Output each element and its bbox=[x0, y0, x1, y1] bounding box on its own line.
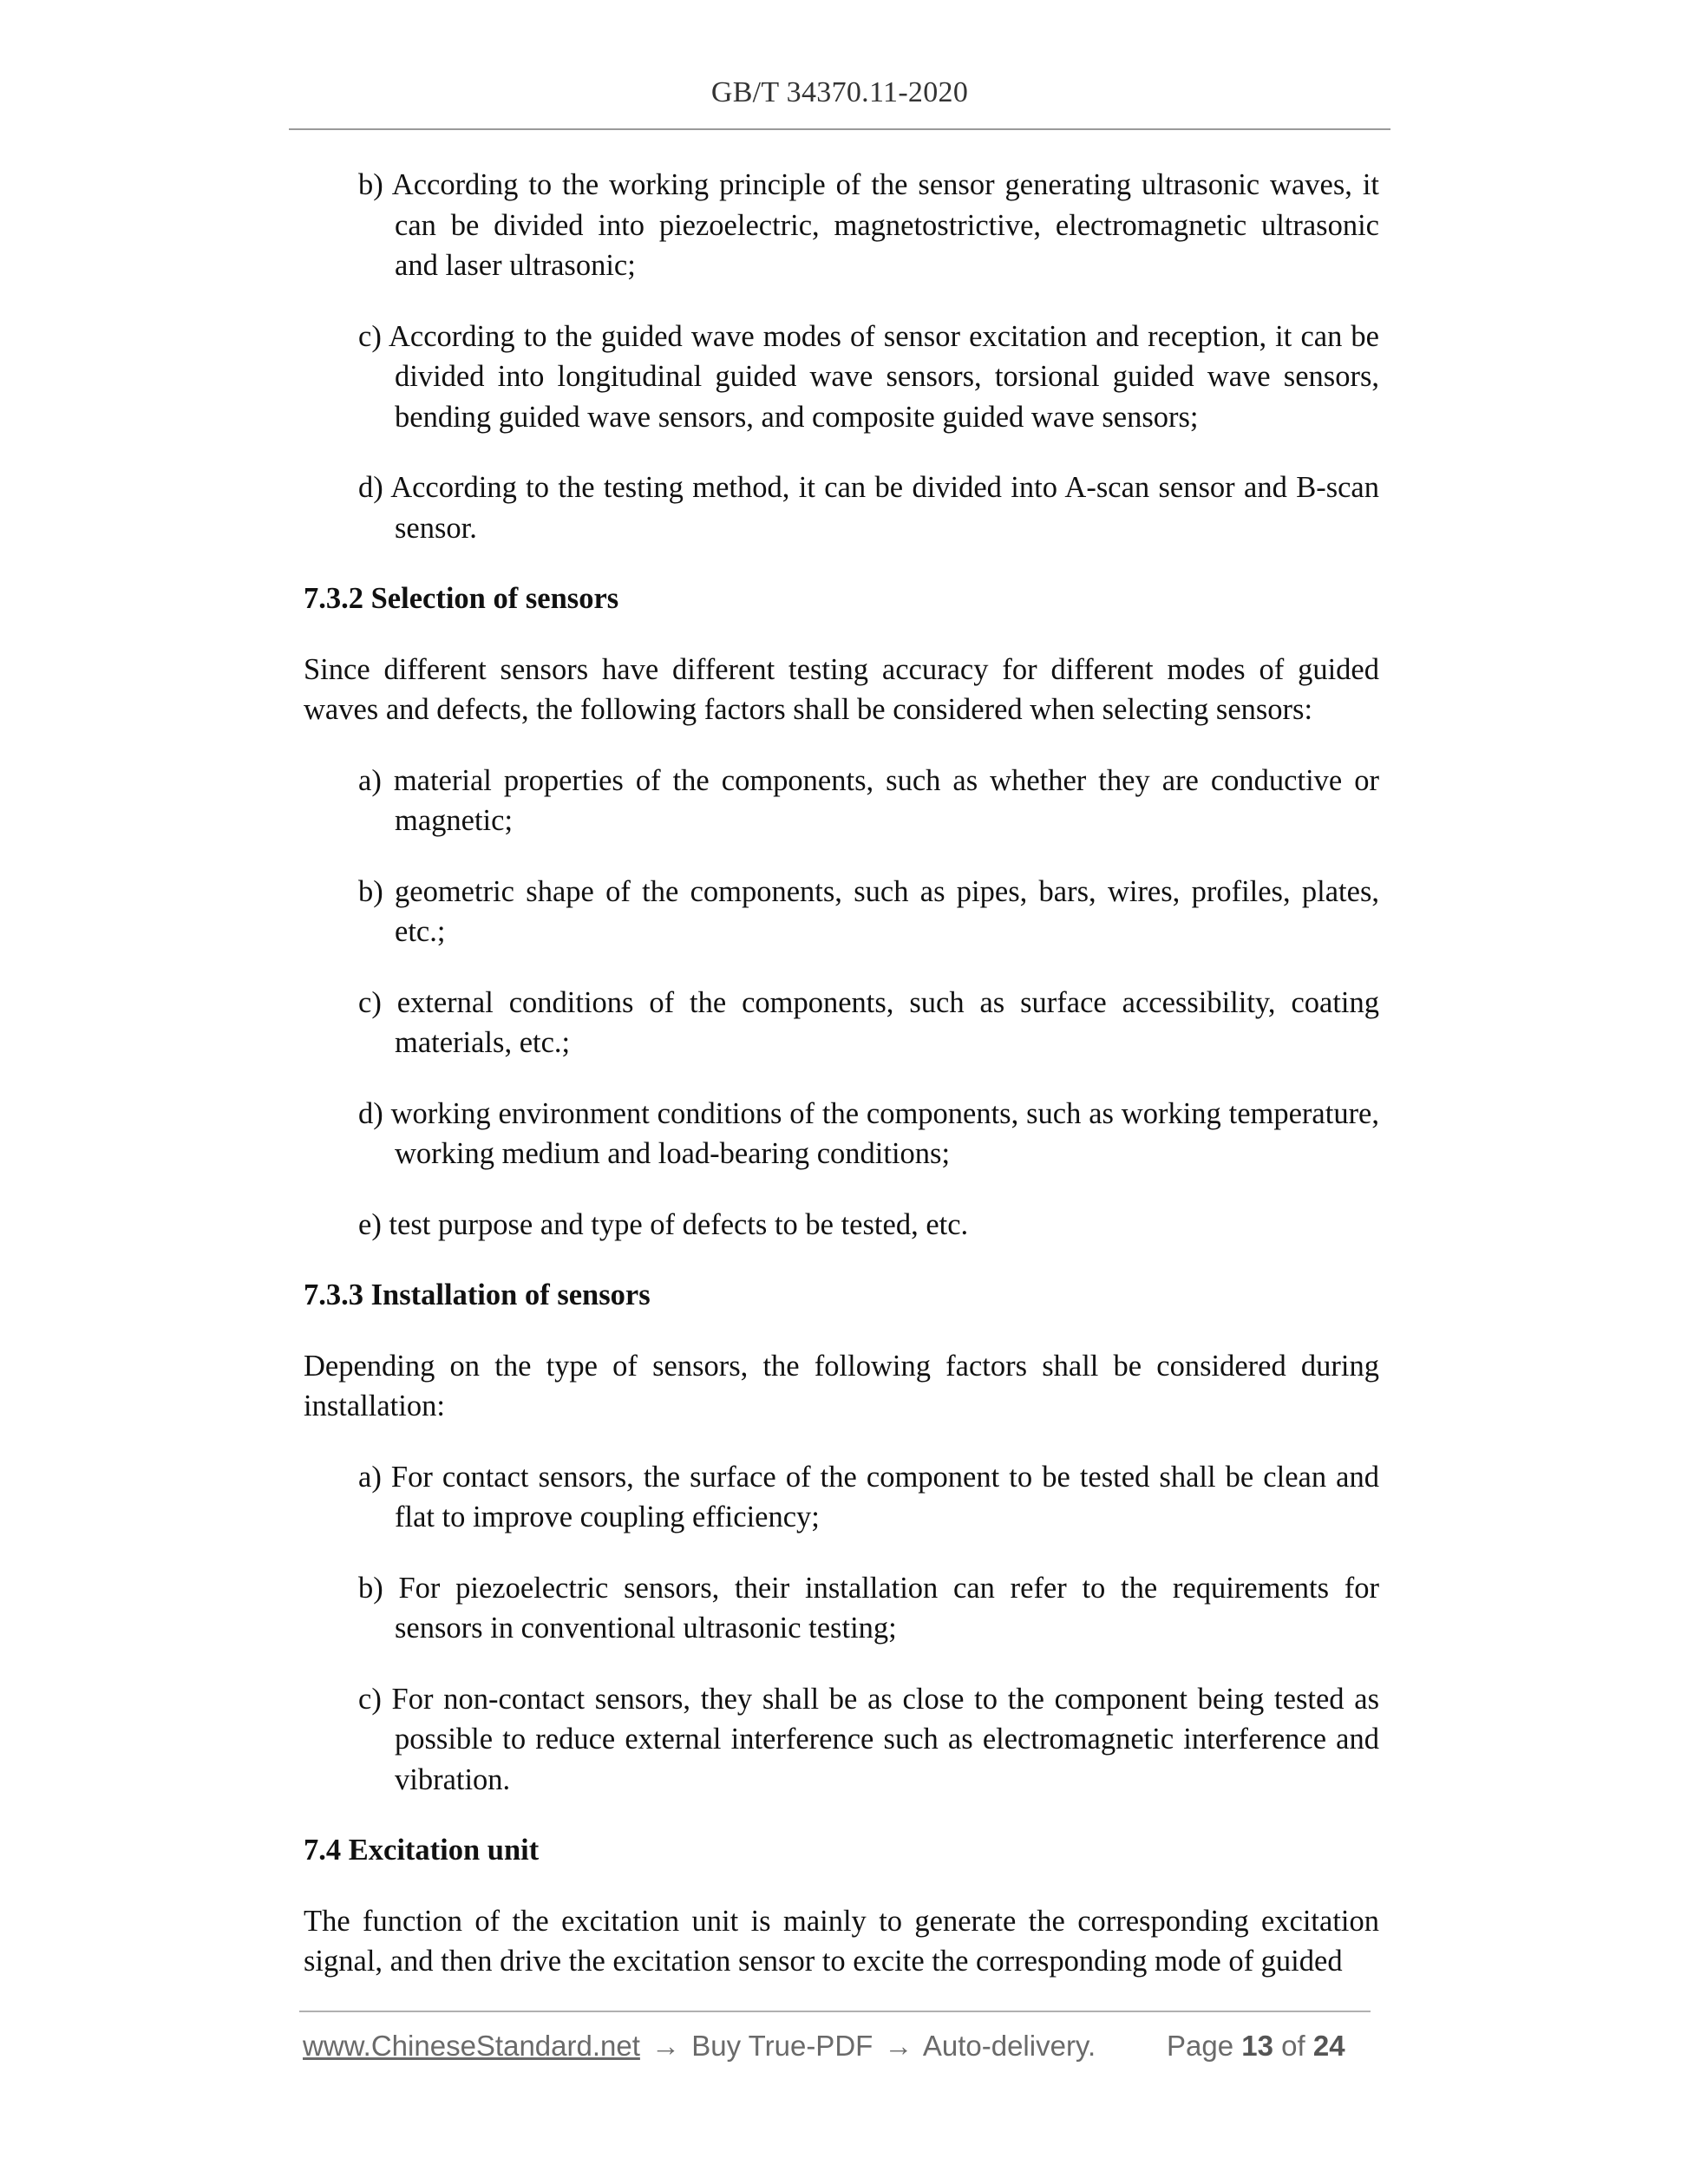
list-item-c: c) external conditions of the components, such as surface accessibility, coating materials, etc.; bbox=[358, 985, 1379, 1059]
total-pages: 24 bbox=[1312, 2030, 1345, 2062]
list-item-d: d) According to the testing method, it can be divided into A-scan sensor and B-scan sensor. bbox=[358, 471, 1379, 545]
section-heading-7-3-2: 7.3.2 Selection of sensors bbox=[304, 582, 619, 615]
section-7-3-2-intro: Since different sensors have different testing accuracy for different modes of guided waves and defects, the following factors shall be considered when selecting sensors: bbox=[304, 652, 1379, 726]
section-heading-7-3-3: 7.3.3 Installation of sensors bbox=[304, 1278, 651, 1311]
page-number bbox=[1167, 2030, 1345, 2063]
right-arrow-icon: → bbox=[884, 2030, 913, 2062]
section-7-3-3-intro: Depending on the type of sensors, the following factors shall be considered during installation: bbox=[304, 1349, 1379, 1422]
header-divider bbox=[289, 128, 1390, 130]
buy-pdf-text: Buy True-PDF bbox=[691, 2030, 873, 2062]
page-content bbox=[304, 165, 1379, 2012]
list-item-a: a) material properties of the components, such as whether they are conductive or magnetic; bbox=[358, 763, 1379, 837]
section-heading-7-4: 7.4 Excitation unit bbox=[304, 1834, 540, 1867]
footer-divider bbox=[299, 2011, 1371, 2012]
list-item-b: b) For piezoelectric sensors, their installation can refer to the requirements for sensors in conventional ultrasonic testing; bbox=[358, 1571, 1379, 1645]
page-label: Page bbox=[1167, 2030, 1234, 2062]
auto-delivery-text: Auto-delivery. bbox=[922, 2030, 1096, 2062]
page-footer bbox=[303, 2030, 1378, 2070]
of-label: of bbox=[1281, 2030, 1305, 2062]
list-item-c: c) According to the guided wave modes of sensor excitation and reception, it can be divided into longitudinal guided wave sensors, torsional guided wave sensors, bending guided wave sensors, and composite guided wave sensors; bbox=[358, 319, 1379, 434]
list-item-d: d) working environment conditions of the components, such as working temperature, working medium and load-bearing conditions; bbox=[358, 1096, 1379, 1170]
standard-id-header: GB/T 34370.11-2020 bbox=[710, 76, 969, 108]
list-item-b: b) According to the working principle of the sensor generating ultrasonic waves, it can be divided into piezoelectric, magnetostrictive, electromagnetic ultrasonic and laser ultrasonic; bbox=[358, 168, 1379, 282]
site-link[interactable]: www.ChineseStandard.net bbox=[303, 2030, 640, 2062]
current-page: 13 bbox=[1241, 2030, 1273, 2062]
list-item-a: a) For contact sensors, the surface of the component to be tested shall be clean and flat to improve coupling efficiency; bbox=[358, 1460, 1379, 1533]
footer-promo bbox=[303, 2030, 1096, 2063]
list-item-e: e) test purpose and type of defects to be tested, etc. bbox=[358, 1207, 969, 1241]
list-item-b: b) geometric shape of the components, such as pipes, bars, wires, profiles, plates, etc.; bbox=[358, 874, 1379, 948]
list-item-c: c) For non-contact sensors, they shall be as close to the component being tested as possible to reduce external interference such as electromagnetic interference and vibration. bbox=[358, 1682, 1379, 1796]
section-7-4-intro: The function of the excitation unit is mainly to generate the corresponding excitation signal, and then drive the excitation sensor to excite the corresponding mode of guided bbox=[304, 1904, 1379, 1978]
right-arrow-icon: → bbox=[651, 2030, 681, 2062]
